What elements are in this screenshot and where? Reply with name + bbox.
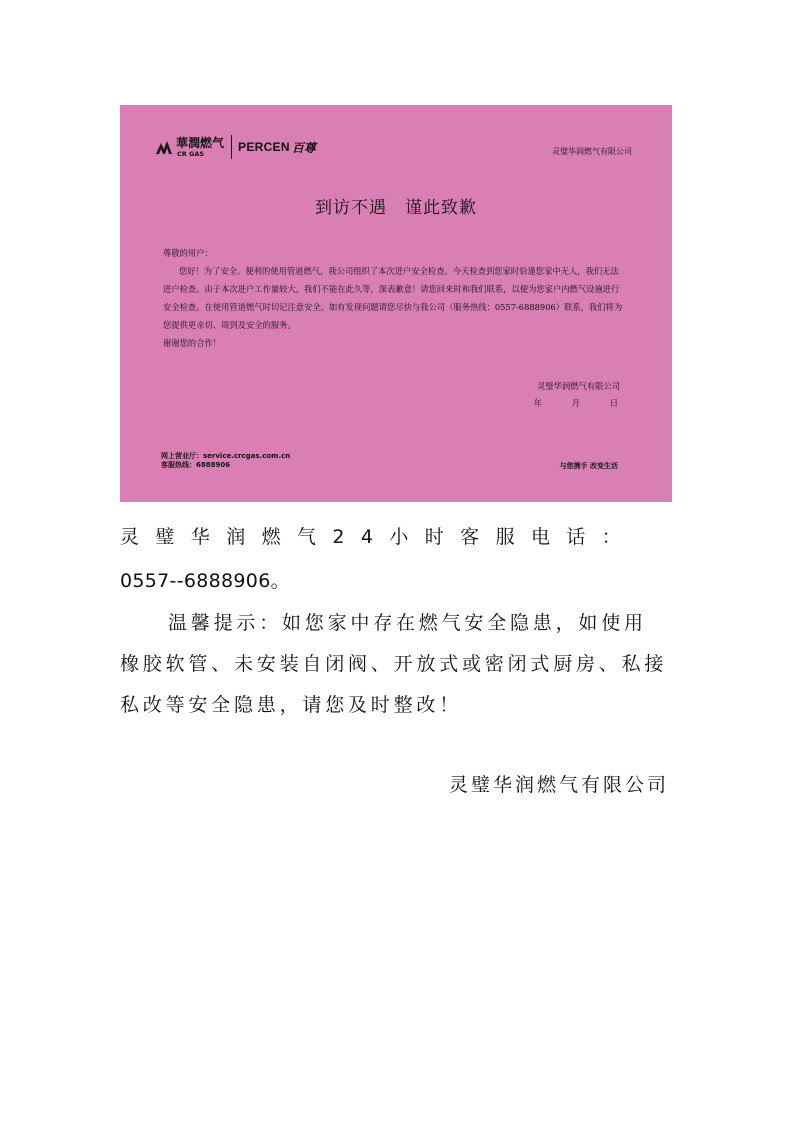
hotline-line-1: 灵璧华润燃气24小时客服电话： [120,526,638,548]
thanks-line: 谢谢您的合作！ [163,338,222,348]
footer-slogan: 与您携手 改变生活 [559,462,618,470]
salutation: 尊敬的用户： [163,248,213,258]
date-month: 月 [571,398,582,408]
cr-gas-logo-icon [156,140,174,154]
date-day: 日 [609,398,620,408]
letter-body [163,244,623,352]
safety-tip-text: 温馨提示：如您家中存在燃气安全隐患，如使用橡胶软管、未安装自闭阀、开放式或密闭式厨房、私接私改等安全隐患，请您及时整改！ [120,612,668,716]
footer-hotline: 客服热线：6888906 [161,461,231,469]
date-year: 年 [533,398,544,408]
date-line [506,395,620,412]
letter-paragraph: 您好！为了安全、便利的使用管道燃气，我公司组织了本次进户安全检查。今天检查到您家时恰逢您家中无人，我们无法进户检查。由于本次进户工作量较大，我们不能在此久等，深表歉意！请您回来时和我们联系，以便为您家户内燃气设施进行安全检查。在使用管道燃气时切记注意安全。如有发现问题请您尽快与我公司（服务热线：0557-6888906）联系，我们将为您提供更亲切、周到及安全的服务。 [163,266,623,330]
logo-divider [231,135,232,159]
percen-logo-chinese: 百尊 [291,140,316,155]
card-title: 到访不遇 谨此致歉 [315,198,477,218]
card-company-name: 灵璧华润燃气有限公司 [552,147,632,156]
hotline-line-2: 0557--6888906。 [120,570,290,592]
document-signature: 灵璧华润燃气有限公司 [448,774,669,796]
percen-logo: PERCEN [238,140,290,154]
sign-company: 灵璧华润燃气有限公司 [537,381,620,391]
letter-signature [506,378,620,412]
card-footer-contact [161,452,290,470]
safety-tip [120,603,668,726]
cr-gas-logo [156,133,316,161]
notice-card [120,105,672,502]
logo-chinese-name: 華潤燃气 [176,135,225,150]
footer-web: 网上营业厅：service.crcgas.com.cn [161,452,291,460]
logo-english-name: CR GAS [177,149,205,158]
